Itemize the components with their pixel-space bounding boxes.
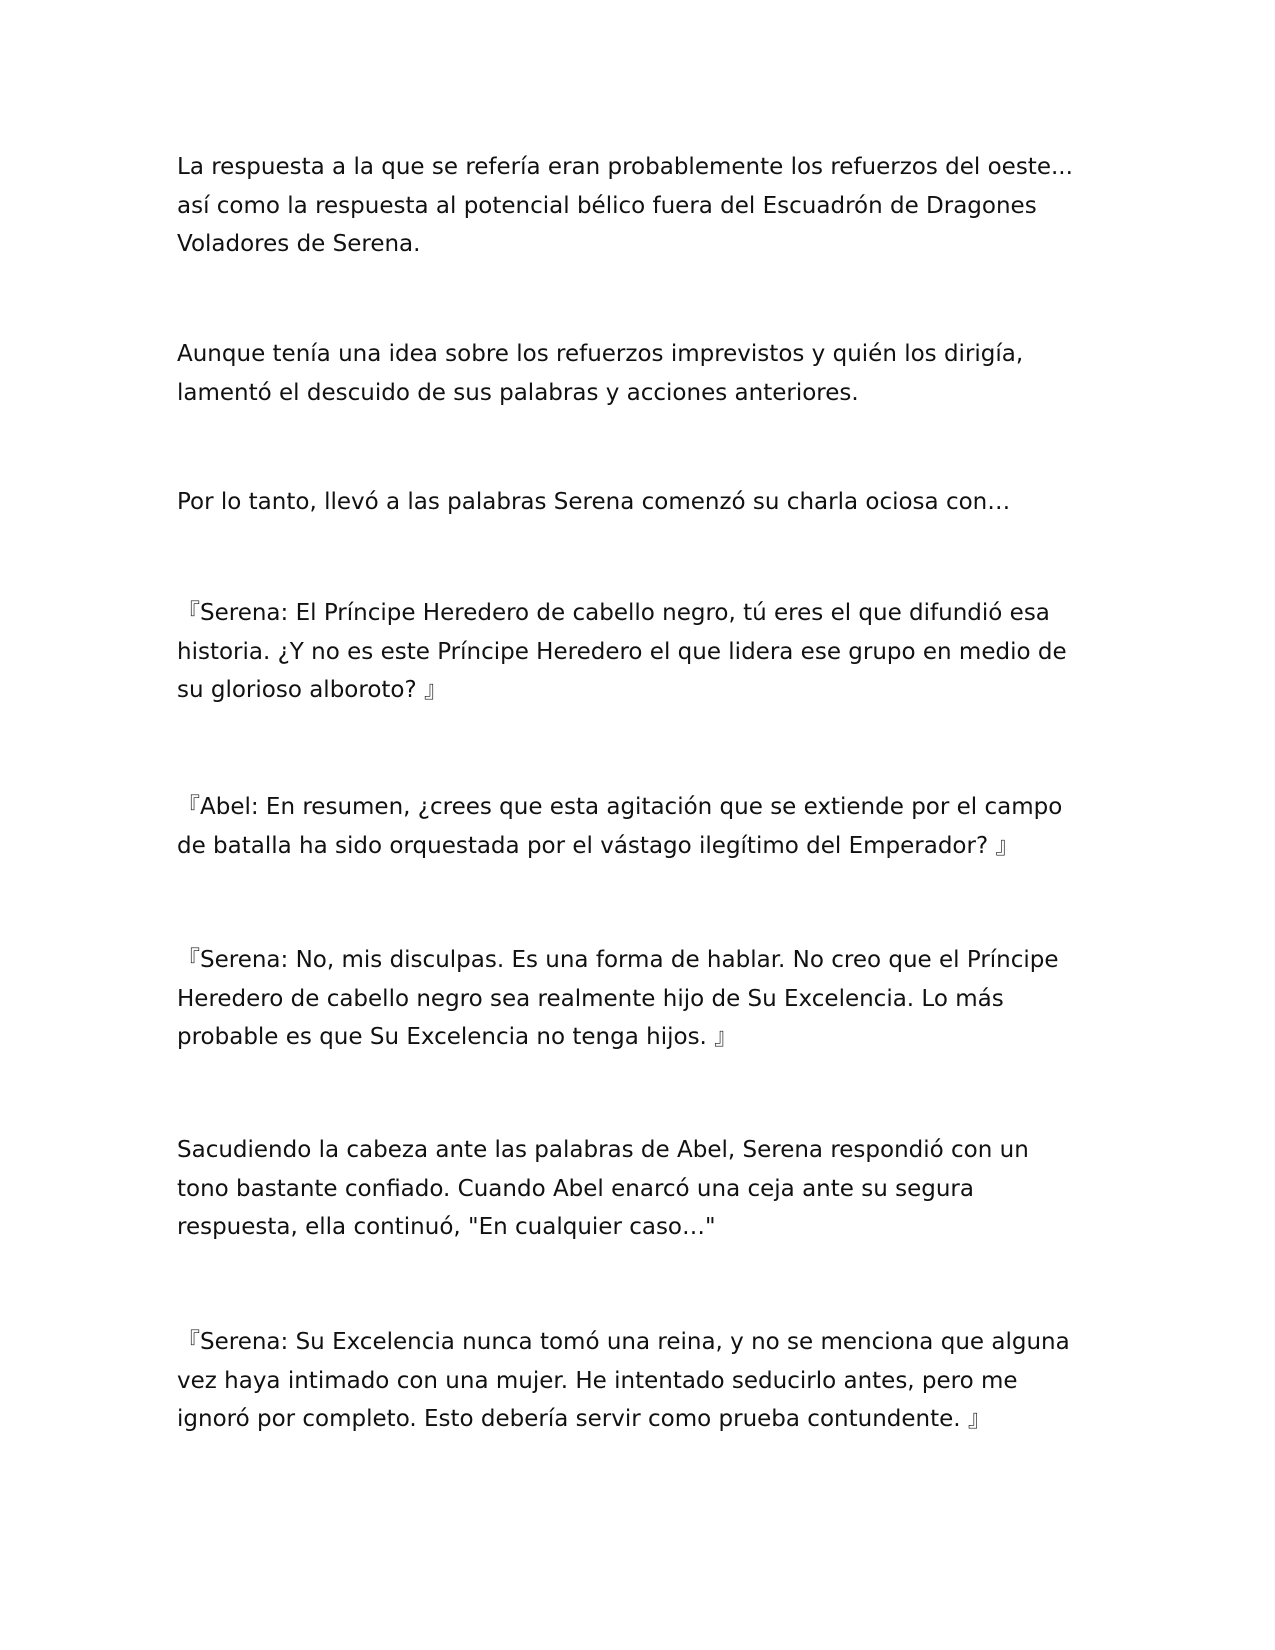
text-line: Voladores de Serena.: [177, 231, 421, 257]
text-line: 『Serena: El Príncipe Heredero de cabello negro, tú eres el que difundió esa: [177, 600, 1050, 626]
paragraph-dialogue-serena-1: [177, 594, 1107, 710]
paragraph-narration-2: [177, 335, 1107, 412]
text-line: Aunque tenía una idea sobre los refuerzos imprevistos y quién los dirigía,: [177, 341, 1024, 367]
paragraph-dialogue-serena-3: [177, 1323, 1107, 1439]
paragraph-narration-1: [177, 148, 1107, 264]
text-line: de batalla ha sido orquestada por el vástago ilegítimo del Emperador? 』: [177, 832, 1019, 859]
text-line: tono bastante confiado. Cuando Abel enarcó una ceja ante su segura: [177, 1175, 974, 1202]
text-line: La respuesta a la que se refería eran probablemente los refuerzos del oeste...: [177, 154, 1073, 180]
text-line: vez haya intimado con una mujer. He intentado seducirlo antes, pero me: [177, 1367, 1018, 1394]
text-line: 『Serena: No, mis disculpas. Es una forma de hablar. No creo que el Príncipe: [177, 947, 1059, 973]
paragraph-narration-3: [177, 483, 1107, 522]
text-line: 『Abel: En resumen, ¿crees que esta agitación que se extiende por el campo: [177, 794, 1063, 820]
text-line: 『Serena: Su Excelencia nunca tomó una reina, y no se menciona que alguna: [177, 1329, 1070, 1355]
paragraph-dialogue-serena-2: [177, 941, 1107, 1057]
text-line: su glorioso alboroto? 』: [177, 677, 448, 703]
text-line: así como la respuesta al potencial bélico fuera del Escuadrón de Dragones: [177, 192, 1037, 219]
text-line: Heredero de cabello negro sea realmente hijo de Su Excelencia. Lo más: [177, 985, 1004, 1012]
text-line: ignoró por completo. Esto debería servir como prueba contundente. 』: [177, 1406, 991, 1432]
text-line: Por lo tanto, llevó a las palabras Serena comenzó su charla ociosa con…: [177, 489, 1011, 515]
text-line: respuesta, ella continuó, "En cualquier caso…": [177, 1214, 716, 1240]
text-line: Sacudiendo la cabeza ante las palabras de Abel, Serena respondió con un: [177, 1137, 1029, 1163]
text-line: historia. ¿Y no es este Príncipe Heredero el que lidera ese grupo en medio de: [177, 638, 1067, 665]
text-line: probable es que Su Excelencia no tenga hijos. 』: [177, 1024, 738, 1050]
paragraph-dialogue-abel-1: [177, 788, 1107, 865]
text-line: lamentó el descuido de sus palabras y acciones anteriores.: [177, 379, 859, 406]
paragraph-narration-4: [177, 1131, 1107, 1247]
